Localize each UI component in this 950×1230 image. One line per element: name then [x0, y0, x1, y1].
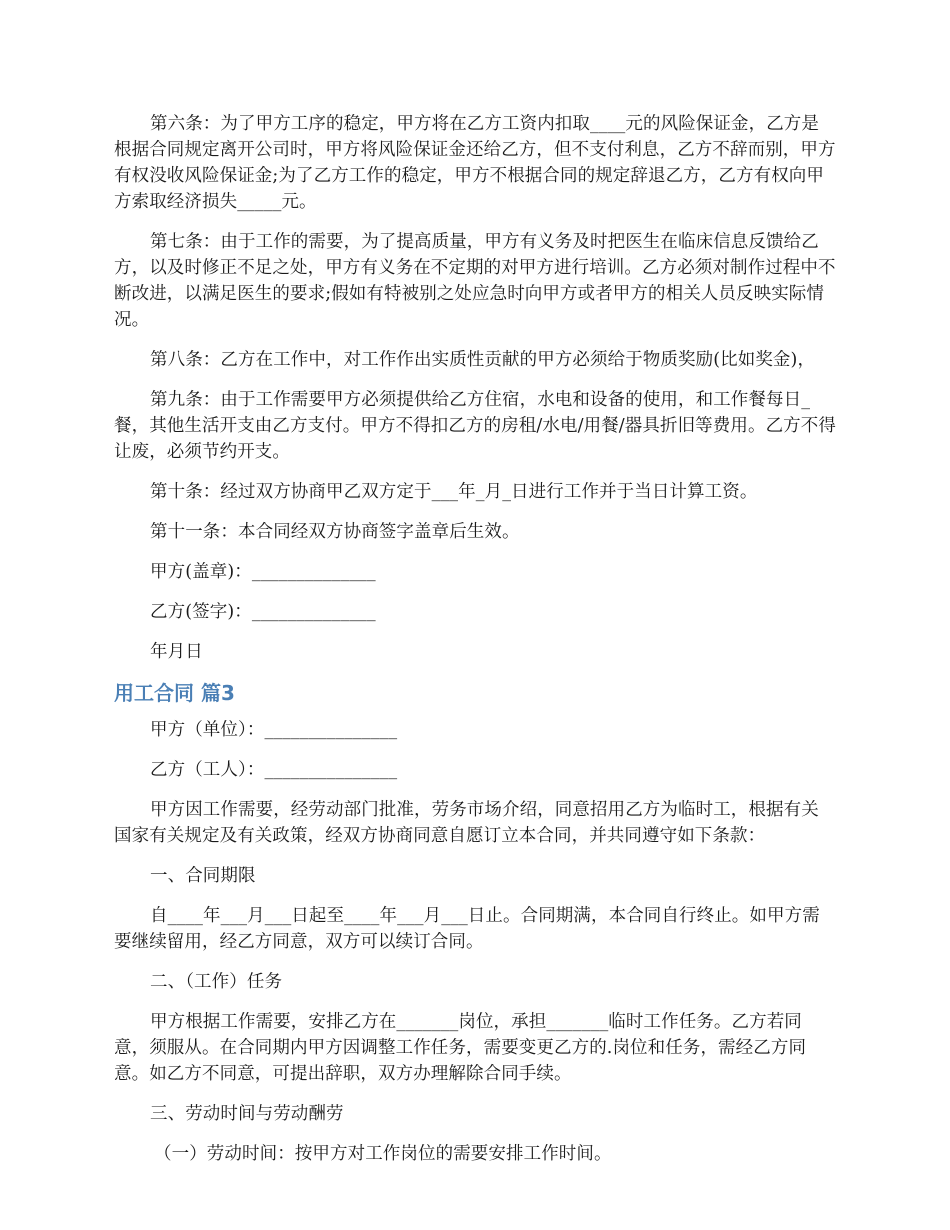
contract-preamble: 甲方因工作需要，经劳动部门批准，劳务市场介绍，同意招用乙方为临时工，根据有关国家有关规定及有关政策，经双方协商同意自愿订立本合同，并共同遵守如下条款： [114, 800, 819, 846]
article-9: 第九条：由于工作需要甲方必须提供给乙方住宿，水电和设备的使用，和工作餐每日_餐，其他生活开支由乙方支付。甲方不得扣乙方的房租/水电/用餐/器具折旧等费用。乙方不得让废，必须节约开支。 [114, 390, 836, 462]
article-6: 第六条：为了甲方工序的稳定，甲方将在乙方工资内扣取____元的风险保证金，乙方是根据合同规定离开公司时，甲方将风险保证金还给乙方，但不支付利息，乙方不辞而别，甲方有权没收风险保证金;为了乙方工作的稳定，甲方不根据合同的规定辞退乙方，乙方有权向甲方索取经济损失_____元。 [114, 114, 836, 212]
clause-2-title: 二、（工作）任务 [150, 972, 283, 992]
party-a-unit-line: 甲方（单位）：_______________ [150, 720, 398, 740]
party-a-seal-line: 甲方(盖章)：______________ [150, 562, 376, 582]
section-heading: 用工合同 篇3 [114, 681, 235, 705]
clause-3-title: 三、劳动时间与劳动酬劳 [150, 1104, 344, 1124]
party-b-sign-line: 乙方(签字)：______________ [150, 602, 376, 622]
clause-1-body: 自____年___月___日起至____年___月___日止。合同期满，本合同自行终止。如甲方需要继续留用，经乙方同意，双方可以续订合同。 [114, 906, 820, 952]
clause-3-item-1: （一）劳动时间：按甲方对工作岗位的需要安排工作时间。 [154, 1144, 612, 1164]
clause-1-title: 一、合同期限 [150, 866, 256, 886]
clause-2-body: 甲方根据工作需要，安排乙方在_______岗位，承担_______临时工作任务。乙方若同意，须服从。在合同期内甲方因调整工作任务，需要变更乙方的.岗位和任务，需经乙方同意。如乙方不同意，可提出辞职，双方办理解除合同手续。 [114, 1012, 807, 1084]
date-line: 年月日 [150, 642, 203, 662]
article-8: 第八条：乙方在工作中，对工作作出实质性贡献的甲方必须给于物质奖励(比如奖金)， [150, 350, 816, 370]
article-10: 第十条：经过双方协商甲乙双方定于___年_月_日进行工作并于当日计算工资。 [150, 482, 758, 502]
party-b-worker-line: 乙方（工人）：_______________ [150, 760, 398, 780]
article-7: 第七条：由于工作的需要，为了提高质量，甲方有义务及时把医生在临床信息反馈给乙方，以及时修正不足之处，甲方有义务在不定期的对甲方进行培训。乙方必须对制作过程中不断改进，以满足医生的要求;假如有特被别之处应急时向甲方或者甲方的相关人员反映实际情况。 [114, 232, 836, 330]
article-11: 第十一条：本合同经双方协商签字盖章后生效。 [150, 522, 520, 542]
